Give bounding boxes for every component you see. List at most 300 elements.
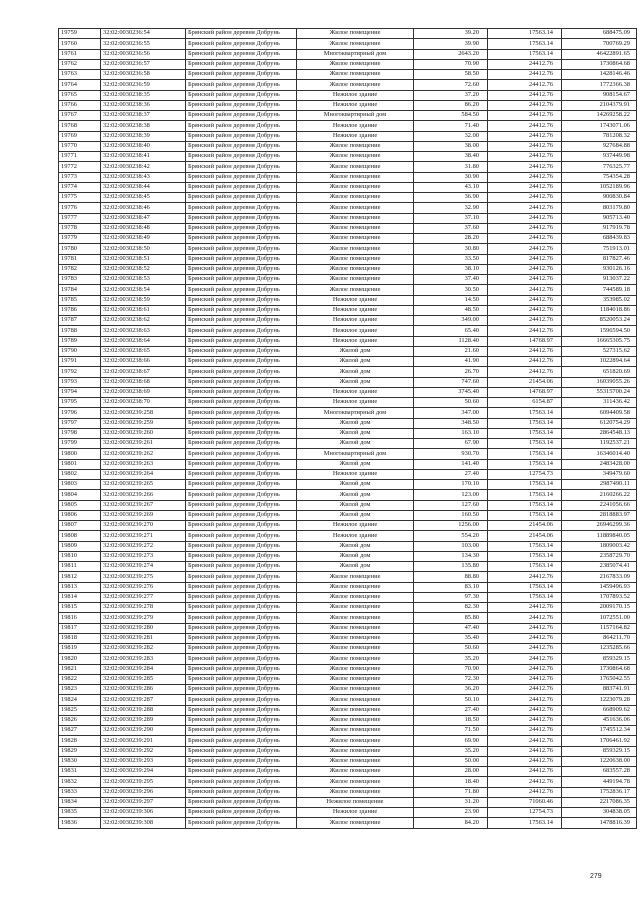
area-cell: 72.30 xyxy=(414,674,488,684)
area-cell: 103.00 xyxy=(414,541,488,551)
table-row xyxy=(59,326,637,336)
row-index-cell: 19805 xyxy=(59,500,101,510)
table-row xyxy=(59,469,637,479)
cadastral-value-cell: 8520053.24 xyxy=(562,316,637,326)
address-cell: Брянский район деревня Добрунь xyxy=(186,592,297,602)
object-type-cell: Жилой дом xyxy=(297,551,414,561)
cadastral-value-cell: 776325.77 xyxy=(562,162,637,172)
address-cell: Брянский район деревня Добрунь xyxy=(186,603,297,613)
row-index-cell: 19820 xyxy=(59,654,101,664)
area-cell: 71.50 xyxy=(414,726,488,736)
row-index-cell: 19789 xyxy=(59,336,101,346)
specific-value-cell: 24412.76 xyxy=(488,357,562,367)
row-index-cell: 19808 xyxy=(59,531,101,541)
table-row xyxy=(59,705,637,715)
area-cell: 41.90 xyxy=(414,357,488,367)
cadastral-number-cell: 32:02:0030239:262 xyxy=(101,449,186,459)
specific-value-cell: 24412.76 xyxy=(488,787,562,797)
cadastral-value-cell: 700769.29 xyxy=(562,39,637,49)
cadastral-value-cell: 6120754.29 xyxy=(562,418,637,428)
cadastral-number-cell: 32:02:0030239:270 xyxy=(101,521,186,531)
cadastral-value-cell: 1707893.52 xyxy=(562,592,637,602)
address-cell: Брянский район деревня Добрунь xyxy=(186,490,297,500)
address-cell: Брянский район деревня Добрунь xyxy=(186,377,297,387)
area-cell: 67.90 xyxy=(414,439,488,449)
address-cell: Брянский район деревня Добрунь xyxy=(186,562,297,572)
cadastral-number-cell: 32:02:0030236:55 xyxy=(101,39,186,49)
table-row xyxy=(59,377,637,387)
cadastral-number-cell: 32:02:0030238:61 xyxy=(101,305,186,315)
object-type-cell: Многоквартирный дом xyxy=(297,49,414,59)
address-cell: Брянский район деревня Добрунь xyxy=(186,162,297,172)
object-type-cell: Жилое помещение xyxy=(297,674,414,684)
table-row xyxy=(59,449,637,459)
cadastral-number-cell: 32:02:0030239:308 xyxy=(101,818,186,828)
object-type-cell: Жилое помещение xyxy=(297,275,414,285)
area-cell: 47.40 xyxy=(414,623,488,633)
cadastral-number-cell: 32:02:0030238:36 xyxy=(101,100,186,110)
specific-value-cell: 24412.76 xyxy=(488,234,562,244)
specific-value-cell: 24412.76 xyxy=(488,172,562,182)
address-cell: Брянский район деревня Добрунь xyxy=(186,521,297,531)
area-cell: 37.60 xyxy=(414,223,488,233)
object-type-cell: Многоквартирный дом xyxy=(297,449,414,459)
table-row xyxy=(59,172,637,182)
cadastral-number-cell: 32:02:0030239:266 xyxy=(101,490,186,500)
object-type-cell: Жилое помещение xyxy=(297,654,414,664)
object-type-cell: Жилое помещение xyxy=(297,223,414,233)
area-cell: 71.80 xyxy=(414,787,488,797)
specific-value-cell: 24412.76 xyxy=(488,131,562,141)
cadastral-number-cell: 32:02:0030239:264 xyxy=(101,469,186,479)
cadastral-number-cell: 32:02:0030239:282 xyxy=(101,644,186,654)
specific-value-cell: 24412.76 xyxy=(488,664,562,674)
object-type-cell: Жилое помещение xyxy=(297,80,414,90)
cadastral-number-cell: 32:02:0030236:54 xyxy=(101,29,186,39)
specific-value-cell: 24412.76 xyxy=(488,623,562,633)
object-type-cell: Жилое помещение xyxy=(297,582,414,592)
cadastral-value-cell: 451636.06 xyxy=(562,715,637,725)
object-type-cell: Нежилое здание xyxy=(297,121,414,131)
specific-value-cell: 17563.14 xyxy=(488,408,562,418)
table-row xyxy=(59,367,637,377)
row-index-cell: 19799 xyxy=(59,439,101,449)
cadastral-number-cell: 32:02:0030236:57 xyxy=(101,59,186,69)
address-cell: Брянский район деревня Добрунь xyxy=(186,254,297,264)
object-type-cell: Жилое помещение xyxy=(297,172,414,182)
row-index-cell: 19772 xyxy=(59,162,101,172)
cadastral-number-cell: 32:02:0030238:37 xyxy=(101,111,186,121)
table-row xyxy=(59,664,637,674)
row-index-cell: 19827 xyxy=(59,726,101,736)
address-cell: Брянский район деревня Добрунь xyxy=(186,510,297,520)
address-cell: Брянский район деревня Добрунь xyxy=(186,674,297,684)
object-type-cell: Жилое помещение xyxy=(297,152,414,162)
table-row xyxy=(59,141,637,151)
cadastral-value-cell: 2385074.41 xyxy=(562,562,637,572)
table-row xyxy=(59,408,637,418)
cadastral-number-cell: 32:02:0030238:59 xyxy=(101,295,186,305)
cadastral-value-cell: 2009170.15 xyxy=(562,603,637,613)
area-cell: 348.50 xyxy=(414,418,488,428)
object-type-cell: Жилое помещение xyxy=(297,193,414,203)
table-row xyxy=(59,746,637,756)
object-type-cell: Жилое помещение xyxy=(297,705,414,715)
address-cell: Брянский район деревня Добрунь xyxy=(186,182,297,192)
specific-value-cell: 24412.76 xyxy=(488,264,562,274)
table-row xyxy=(59,152,637,162)
cadastral-value-cell: 2483428.00 xyxy=(562,459,637,469)
specific-value-cell: 24412.76 xyxy=(488,767,562,777)
object-type-cell: Жилое помещение xyxy=(297,203,414,213)
cadastral-number-cell: 32:02:0030238:53 xyxy=(101,275,186,285)
cadastral-value-cell: 449194.78 xyxy=(562,777,637,787)
address-cell: Брянский район деревня Добрунь xyxy=(186,264,297,274)
cadastral-value-cell: 1022894.64 xyxy=(562,357,637,367)
specific-value-cell: 24412.76 xyxy=(488,603,562,613)
specific-value-cell: 24412.76 xyxy=(488,777,562,787)
address-cell: Брянский район деревня Добрунь xyxy=(186,234,297,244)
cadastral-number-cell: 32:02:0030238:54 xyxy=(101,285,186,295)
table-row xyxy=(59,346,637,356)
row-index-cell: 19810 xyxy=(59,551,101,561)
address-cell: Брянский район деревня Добрунь xyxy=(186,100,297,110)
cadastral-value-cell: 2241056.66 xyxy=(562,500,637,510)
address-cell: Брянский район деревня Добрунь xyxy=(186,59,297,69)
area-cell: 930.70 xyxy=(414,449,488,459)
cadastral-value-cell: 2864548.13 xyxy=(562,428,637,438)
object-type-cell: Нежилое здание xyxy=(297,808,414,818)
specific-value-cell: 24412.76 xyxy=(488,644,562,654)
address-cell: Брянский район деревня Добрунь xyxy=(186,285,297,295)
specific-value-cell: 24412.76 xyxy=(488,111,562,121)
specific-value-cell: 24412.76 xyxy=(488,285,562,295)
cadastral-number-cell: 32:02:0030238:39 xyxy=(101,131,186,141)
area-cell: 86.20 xyxy=(414,100,488,110)
specific-value-cell: 24412.76 xyxy=(488,213,562,223)
area-cell: 48.50 xyxy=(414,305,488,315)
table-row xyxy=(59,818,637,828)
object-type-cell: Жилой дом xyxy=(297,562,414,572)
specific-value-cell: 17563.14 xyxy=(488,541,562,551)
object-type-cell: Жилой дом xyxy=(297,367,414,377)
specific-value-cell: 24412.76 xyxy=(488,674,562,684)
cadastral-value-cell: 2358729.70 xyxy=(562,551,637,561)
row-index-cell: 19834 xyxy=(59,797,101,807)
object-type-cell: Жилое помещение xyxy=(297,715,414,725)
specific-value-cell: 17563.14 xyxy=(488,490,562,500)
cadastral-number-cell: 32:02:0030239:271 xyxy=(101,531,186,541)
address-cell: Брянский район деревня Добрунь xyxy=(186,418,297,428)
specific-value-cell: 24412.76 xyxy=(488,695,562,705)
object-type-cell: Жилое помещение xyxy=(297,285,414,295)
area-cell: 43.10 xyxy=(414,182,488,192)
area-cell: 347.00 xyxy=(414,408,488,418)
area-cell: 2643.20 xyxy=(414,49,488,59)
specific-value-cell: 17563.14 xyxy=(488,592,562,602)
area-cell: 83.10 xyxy=(414,582,488,592)
specific-value-cell: 24412.76 xyxy=(488,223,562,233)
object-type-cell: Жилой дом xyxy=(297,377,414,387)
cadastral-value-cell: 46422891.65 xyxy=(562,49,637,59)
row-index-cell: 19763 xyxy=(59,70,101,80)
row-index-cell: 19833 xyxy=(59,787,101,797)
row-index-cell: 19824 xyxy=(59,695,101,705)
address-cell: Брянский район деревня Добрунь xyxy=(186,80,297,90)
area-cell: 21.60 xyxy=(414,346,488,356)
table-row xyxy=(59,736,637,746)
specific-value-cell: 17563.14 xyxy=(488,459,562,469)
specific-value-cell: 12754.73 xyxy=(488,808,562,818)
address-cell: Брянский район деревня Добрунь xyxy=(186,459,297,469)
area-cell: 3745.40 xyxy=(414,387,488,397)
row-index-cell: 19818 xyxy=(59,633,101,643)
object-type-cell: Жилое помещение xyxy=(297,685,414,695)
row-index-cell: 19821 xyxy=(59,664,101,674)
row-index-cell: 19817 xyxy=(59,623,101,633)
cadastral-number-cell: 32:02:0030239:293 xyxy=(101,756,186,766)
specific-value-cell: 17563.14 xyxy=(488,29,562,39)
cadastral-value-cell: 1730864.68 xyxy=(562,59,637,69)
address-cell: Брянский район деревня Добрунь xyxy=(186,777,297,787)
area-cell: 65.40 xyxy=(414,326,488,336)
cadastral-value-cell: 883741.91 xyxy=(562,685,637,695)
address-cell: Брянский район деревня Добрунь xyxy=(186,326,297,336)
table-row xyxy=(59,29,637,39)
address-cell: Брянский район деревня Добрунь xyxy=(186,654,297,664)
specific-value-cell: 17563.14 xyxy=(488,582,562,592)
address-cell: Брянский район деревня Добрунь xyxy=(186,90,297,100)
area-cell: 26.70 xyxy=(414,367,488,377)
cadastral-value-cell: 14269258.22 xyxy=(562,111,637,121)
object-type-cell: Жилой дом xyxy=(297,510,414,520)
row-index-cell: 19804 xyxy=(59,490,101,500)
cadastral-value-cell: 927684.88 xyxy=(562,141,637,151)
address-cell: Брянский район деревня Добрунь xyxy=(186,428,297,438)
row-index-cell: 19778 xyxy=(59,223,101,233)
cadastral-value-cell: 754354.28 xyxy=(562,172,637,182)
cadastral-number-cell: 32:02:0030239:295 xyxy=(101,777,186,787)
row-index-cell: 19829 xyxy=(59,746,101,756)
object-type-cell: Жилое помещение xyxy=(297,254,414,264)
object-type-cell: Жилое помещение xyxy=(297,39,414,49)
cadastral-value-cell: 688439.83 xyxy=(562,234,637,244)
cadastral-number-cell: 32:02:0030238:50 xyxy=(101,244,186,254)
area-cell: 97.30 xyxy=(414,592,488,602)
row-index-cell: 19782 xyxy=(59,264,101,274)
area-cell: 39.20 xyxy=(414,29,488,39)
table-row xyxy=(59,295,637,305)
table-row xyxy=(59,70,637,80)
address-cell: Брянский район деревня Добрунь xyxy=(186,695,297,705)
address-cell: Брянский район деревня Добрунь xyxy=(186,705,297,715)
area-cell: 30.90 xyxy=(414,172,488,182)
object-type-cell: Нежилое здание xyxy=(297,469,414,479)
cadastral-value-cell: 1192537.21 xyxy=(562,439,637,449)
object-type-cell: Жилое помещение xyxy=(297,213,414,223)
cadastral-value-cell: 1772366.38 xyxy=(562,80,637,90)
cadastral-value-cell: 1765042.55 xyxy=(562,674,637,684)
row-index-cell: 19811 xyxy=(59,562,101,572)
row-index-cell: 19813 xyxy=(59,582,101,592)
table-body xyxy=(59,29,637,829)
cadastral-number-cell: 32:02:0030236:56 xyxy=(101,49,186,59)
cadastral-number-cell: 32:02:0030239:285 xyxy=(101,674,186,684)
cadastral-value-cell: 908154.67 xyxy=(562,90,637,100)
row-index-cell: 19777 xyxy=(59,213,101,223)
table-row xyxy=(59,715,637,725)
area-cell: 170.10 xyxy=(414,480,488,490)
specific-value-cell: 17563.14 xyxy=(488,39,562,49)
address-cell: Брянский район деревня Добрунь xyxy=(186,756,297,766)
cadastral-number-cell: 32:02:0030239:280 xyxy=(101,623,186,633)
table-row xyxy=(59,613,637,623)
address-cell: Брянский район деревня Добрунь xyxy=(186,551,297,561)
cadastral-number-cell: 32:02:0030239:263 xyxy=(101,459,186,469)
area-cell: 38.40 xyxy=(414,152,488,162)
area-cell: 39.90 xyxy=(414,39,488,49)
specific-value-cell: 17563.14 xyxy=(488,439,562,449)
specific-value-cell: 21454.06 xyxy=(488,531,562,541)
address-cell: Брянский район деревня Добрунь xyxy=(186,541,297,551)
cadastral-value-cell: 651820.69 xyxy=(562,367,637,377)
object-type-cell: Жилой дом xyxy=(297,500,414,510)
cadastral-value-cell: 16039055.26 xyxy=(562,377,637,387)
page-number: 279 xyxy=(590,873,602,880)
table-row xyxy=(59,674,637,684)
object-type-cell: Жилое помещение xyxy=(297,264,414,274)
object-type-cell: Жилое помещение xyxy=(297,726,414,736)
cadastral-value-cell: 1459496.93 xyxy=(562,582,637,592)
table-row xyxy=(59,162,637,172)
cadastral-number-cell: 32:02:0030239:258 xyxy=(101,408,186,418)
specific-value-cell: 24412.76 xyxy=(488,141,562,151)
cadastral-number-cell: 32:02:0030238:46 xyxy=(101,203,186,213)
object-type-cell: Многоквартирный дом xyxy=(297,111,414,121)
object-type-cell: Нежилое здание xyxy=(297,336,414,346)
cadastral-number-cell: 32:02:0030238:51 xyxy=(101,254,186,264)
row-index-cell: 19822 xyxy=(59,674,101,684)
table-row xyxy=(59,756,637,766)
object-type-cell: Жилой дом xyxy=(297,357,414,367)
specific-value-cell: 24412.76 xyxy=(488,254,562,264)
cadastral-value-cell: 1743071.06 xyxy=(562,121,637,131)
row-index-cell: 19803 xyxy=(59,480,101,490)
specific-value-cell: 24412.76 xyxy=(488,59,562,69)
area-cell: 31.80 xyxy=(414,162,488,172)
specific-value-cell: 24412.76 xyxy=(488,756,562,766)
address-cell: Брянский район деревня Добрунь xyxy=(186,726,297,736)
cadastral-value-cell: 905713.40 xyxy=(562,213,637,223)
specific-value-cell: 17563.14 xyxy=(488,500,562,510)
cadastral-number-cell: 32:02:0030239:291 xyxy=(101,736,186,746)
specific-value-cell: 24412.76 xyxy=(488,572,562,582)
object-type-cell: Жилое помещение xyxy=(297,572,414,582)
table-row xyxy=(59,428,637,438)
area-cell: 35.20 xyxy=(414,654,488,664)
address-cell: Брянский район деревня Добрунь xyxy=(186,223,297,233)
table-row xyxy=(59,244,637,254)
specific-value-cell: 24412.76 xyxy=(488,326,562,336)
specific-value-cell: 6154.87 xyxy=(488,398,562,408)
row-index-cell: 19836 xyxy=(59,818,101,828)
cadastral-number-cell: 32:02:0030239:283 xyxy=(101,654,186,664)
row-index-cell: 19779 xyxy=(59,234,101,244)
cadastral-value-cell: 859329.15 xyxy=(562,746,637,756)
cadastral-value-cell: 1072551.00 xyxy=(562,613,637,623)
specific-value-cell: 24412.76 xyxy=(488,100,562,110)
cadastral-value-cell: 913037.22 xyxy=(562,275,637,285)
cadastral-number-cell: 32:02:0030238:67 xyxy=(101,367,186,377)
cadastral-number-cell: 32:02:0030239:290 xyxy=(101,726,186,736)
cadastral-number-cell: 32:02:0030238:47 xyxy=(101,213,186,223)
row-index-cell: 19794 xyxy=(59,387,101,397)
address-cell: Брянский район деревня Добрунь xyxy=(186,131,297,141)
table-row xyxy=(59,480,637,490)
cadastral-value-cell: 2160266.22 xyxy=(562,490,637,500)
specific-value-cell: 17563.14 xyxy=(488,818,562,828)
object-type-cell: Нежилое здание xyxy=(297,316,414,326)
object-type-cell: Нежилое здание xyxy=(297,531,414,541)
area-cell: 58.50 xyxy=(414,70,488,80)
row-index-cell: 19795 xyxy=(59,398,101,408)
row-index-cell: 19830 xyxy=(59,756,101,766)
table-row xyxy=(59,531,637,541)
address-cell: Брянский район деревня Добрунь xyxy=(186,121,297,131)
area-cell: 14.50 xyxy=(414,295,488,305)
table-row xyxy=(59,398,637,408)
cadastral-number-cell: 32:02:0030238:66 xyxy=(101,357,186,367)
area-cell: 163.10 xyxy=(414,428,488,438)
address-cell: Брянский район деревня Добрунь xyxy=(186,818,297,828)
table-row xyxy=(59,695,637,705)
area-cell: 36.20 xyxy=(414,685,488,695)
cadastral-value-cell: 683557.28 xyxy=(562,767,637,777)
object-type-cell: Нежилое здание xyxy=(297,398,414,408)
cadastral-number-cell: 32:02:0030236:58 xyxy=(101,70,186,80)
area-cell: 50.60 xyxy=(414,398,488,408)
address-cell: Брянский район деревня Добрунь xyxy=(186,808,297,818)
cadastral-value-cell: 803179.80 xyxy=(562,203,637,213)
row-index-cell: 19796 xyxy=(59,408,101,418)
area-cell: 85.80 xyxy=(414,613,488,623)
specific-value-cell: 24412.76 xyxy=(488,80,562,90)
row-index-cell: 19771 xyxy=(59,152,101,162)
cadastral-number-cell: 32:02:0030239:294 xyxy=(101,767,186,777)
address-cell: Брянский район деревня Добрунь xyxy=(186,531,297,541)
object-type-cell: Жилое помещение xyxy=(297,787,414,797)
object-type-cell: Нежилое здание xyxy=(297,326,414,336)
object-type-cell: Жилое помещение xyxy=(297,818,414,828)
address-cell: Брянский район деревня Добрунь xyxy=(186,213,297,223)
object-type-cell: Жилое помещение xyxy=(297,664,414,674)
cadastral-value-cell: 751913.01 xyxy=(562,244,637,254)
object-type-cell: Жилое помещение xyxy=(297,244,414,254)
specific-value-cell: 24412.76 xyxy=(488,685,562,695)
specific-value-cell: 17563.14 xyxy=(488,510,562,520)
cadastral-value-cell: 1235285.66 xyxy=(562,644,637,654)
object-type-cell: Нежилое здание xyxy=(297,131,414,141)
row-index-cell: 19762 xyxy=(59,59,101,69)
address-cell: Брянский район деревня Добрунь xyxy=(186,295,297,305)
row-index-cell: 19812 xyxy=(59,572,101,582)
cadastral-number-cell: 32:02:0030238:69 xyxy=(101,387,186,397)
cadastral-number-cell: 32:02:0030238:45 xyxy=(101,193,186,203)
cadastral-number-cell: 32:02:0030238:48 xyxy=(101,223,186,233)
area-cell: 37.20 xyxy=(414,90,488,100)
row-index-cell: 19781 xyxy=(59,254,101,264)
table-row xyxy=(59,644,637,654)
